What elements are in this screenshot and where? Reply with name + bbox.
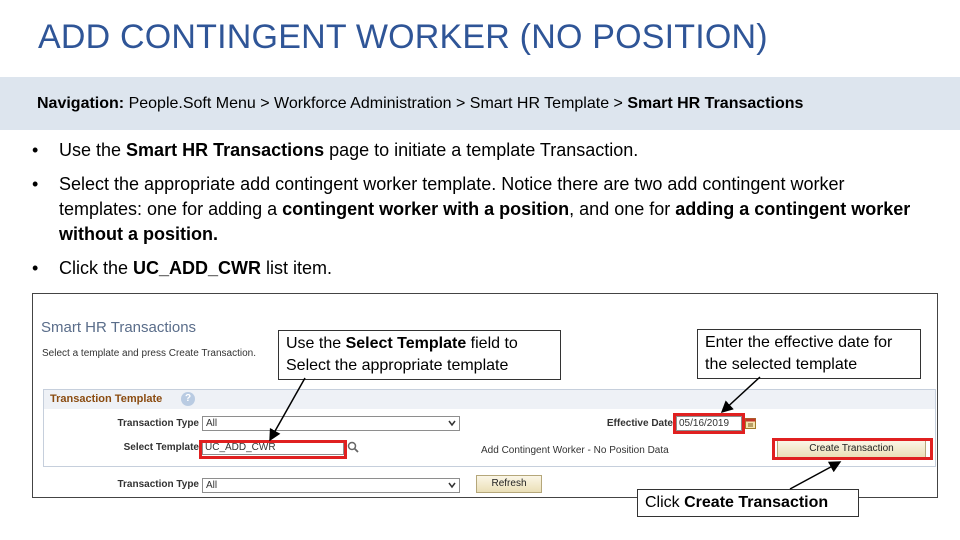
- bullet-marker: •: [32, 258, 39, 278]
- transaction-template-header: [43, 389, 936, 409]
- transaction-type-select-2[interactable]: [202, 478, 460, 493]
- callout-text-bold: Create Transaction: [684, 494, 829, 511]
- page-title: Smart HR Transactions: [41, 319, 197, 336]
- select-template-label: Select Template: [123, 442, 199, 453]
- transaction-type-select[interactable]: [202, 416, 460, 431]
- chevron-down-icon: [448, 481, 456, 489]
- bullet-item: [32, 256, 912, 281]
- search-icon[interactable]: [347, 441, 359, 453]
- chevron-down-icon: [448, 419, 456, 427]
- select-template-input[interactable]: UC_ADD_CWR: [202, 440, 344, 455]
- peoplesoft-screenshot: [32, 293, 938, 498]
- callout-text: Use the: [286, 335, 346, 352]
- callout-text: Enter the effective date for the selected template: [705, 334, 893, 373]
- transaction-type-label: Transaction Type: [117, 418, 199, 429]
- transaction-type-label-2: Transaction Type: [117, 479, 199, 490]
- select-template-highlight: [199, 440, 347, 459]
- navigation-path-text: People.Soft Menu > Workforce Administration > Smart HR Template >: [124, 95, 628, 112]
- bullet-marker: •: [32, 174, 39, 194]
- calendar-icon[interactable]: [745, 417, 756, 429]
- refresh-button[interactable]: Refresh: [476, 475, 542, 493]
- bullet-text: Click the: [59, 258, 134, 278]
- bullet-text: list item.: [261, 258, 333, 278]
- help-icon[interactable]: ?: [181, 392, 195, 406]
- callout-text: Click: [645, 494, 685, 511]
- bullet-marker: •: [32, 140, 39, 160]
- bullet-text: Use the: [59, 140, 127, 160]
- bullet-text: Select the appropriate add contingent worker template. Notice there are two add contingent worker templates: one for adding a: [59, 174, 845, 219]
- callout-text: field to Select the appropriate template: [286, 335, 518, 374]
- page-subtitle: Select a template and press Create Transaction.: [42, 348, 257, 359]
- bullet-text: , and one for: [569, 199, 676, 219]
- effective-date-label: Effective Date: [606, 418, 673, 429]
- bullet-text-bold: contingent worker with a position: [282, 199, 570, 219]
- transaction-type-value-2: All: [206, 480, 218, 491]
- bullet-text-bold: Smart HR Transactions: [126, 140, 325, 160]
- bullet-text-bold: UC_ADD_CWR: [133, 258, 262, 278]
- slide-title: ADD CONTINGENT WORKER (NO POSITION): [38, 18, 768, 56]
- navigation-final: Smart HR Transactions: [627, 95, 804, 112]
- bullet-item: [32, 172, 912, 247]
- bullet-text-bold: adding a contingent worker without a position.: [59, 199, 911, 244]
- effective-date-highlight: [673, 413, 745, 434]
- callout-text-bold: Select Template: [345, 335, 467, 352]
- effective-date-input[interactable]: 05/16/2019: [676, 416, 742, 431]
- create-transaction-callout: [637, 489, 859, 517]
- create-transaction-button[interactable]: Create Transaction: [777, 440, 926, 458]
- bullet-item: [32, 138, 912, 163]
- effective-date-callout: [697, 329, 921, 379]
- select-template-callout: [278, 330, 561, 380]
- create-transaction-highlight: [772, 438, 933, 460]
- section-label: Transaction Template: [50, 393, 163, 405]
- navigation-label: Navigation:: [37, 95, 125, 112]
- bullet-list: [32, 138, 912, 290]
- bullet-text: page to initiate a template Transaction.: [324, 140, 639, 160]
- navigation-path: [37, 95, 803, 113]
- template-description: Add Contingent Worker - No Position Data: [481, 445, 669, 456]
- transaction-type-value: All: [206, 418, 218, 429]
